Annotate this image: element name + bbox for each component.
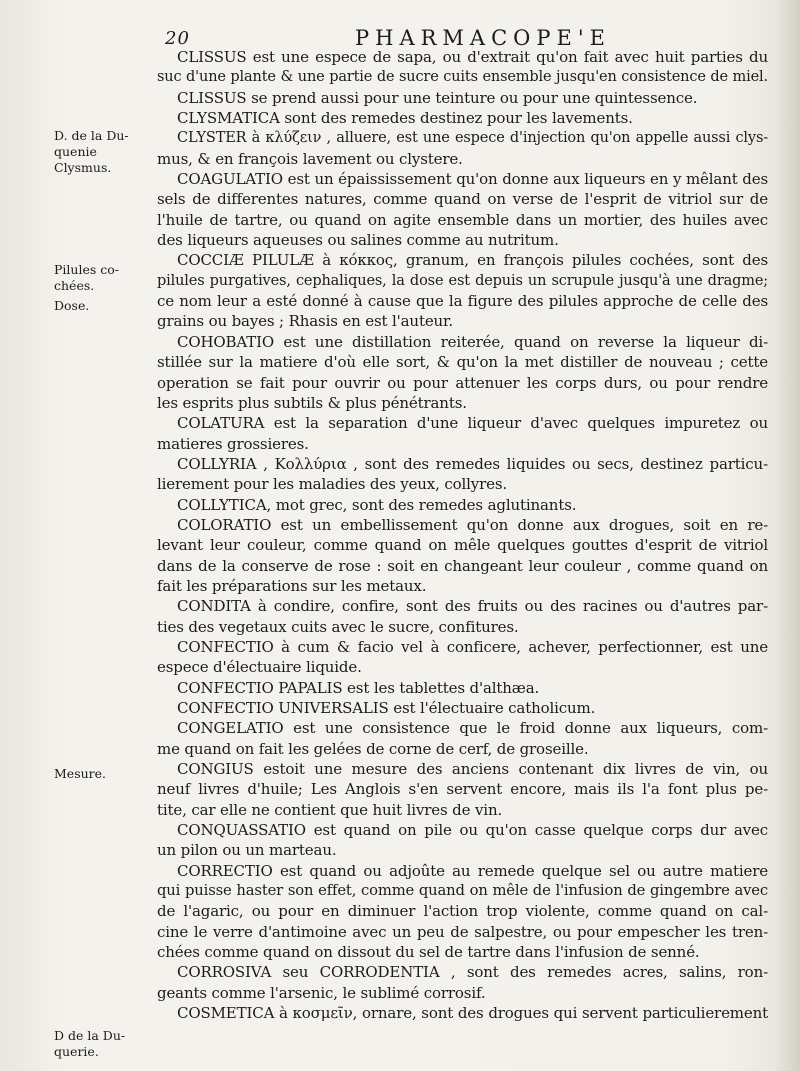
- text-line: tite, car elle ne contient que huit livres de vin.: [157, 800, 503, 819]
- text-line: CONGIUS estoit une mesure des anciens contenant dix livres de vin, ou: [177, 760, 768, 779]
- text-line: grains ou bayes ; Rhasis en est l'auteur.: [157, 312, 454, 331]
- text-line: lierement pour les maladies des yeux, collyres.: [157, 475, 508, 494]
- margin-note-pilules-1: Pilules co-: [54, 262, 119, 277]
- margin-note-duquerie-1: D de la Du-: [54, 1028, 126, 1043]
- text-line: espece d'électuaire liquide.: [157, 658, 362, 677]
- text-line: CLYSTER à κλύζειν , alluere, est une espece d'injection qu'on appelle aussi clys-: [177, 130, 768, 147]
- text-line: dans de la conserve de rose : soit en changeant leur couleur , comme quand on: [157, 556, 768, 575]
- text-line: COAGULATIO est un épaississement qu'on donne aux liqueurs en y mêlant des: [177, 170, 768, 189]
- text-line: CONQUASSATIO est quand on pile ou qu'on casse quelque corps dur avec: [177, 821, 768, 840]
- text-line: COLORATIO est un embellissement qu'on donne aux drogues, soit en re-: [177, 515, 768, 534]
- text-line: un pilon ou un marteau.: [157, 841, 337, 860]
- text-line: qui puisse haster son effet, comme quand on mêle de l'infusion de gingembre avec: [157, 882, 768, 900]
- text-line: neuf livres d'huile; Les Anglois s'en servent encore, mais ils l'a font plus pe-: [157, 780, 768, 799]
- margin-note-mesure: Mesure.: [54, 766, 107, 781]
- text-line: COLATURA est la separation d'une liqueur d'avec quelques impuretez ou: [177, 414, 768, 433]
- text-line: suc d'une plante & une partie de sucre cuits ensemble jusqu'en consistence de miel.: [157, 69, 768, 86]
- page-number: 20: [165, 28, 190, 49]
- text-line: CONDITA à condire, confire, sont des fruits ou des racines ou d'autres par-: [177, 597, 768, 616]
- text-line: COCCIÆ PILULÆ à κόκκος, granum, en françois pilules cochées, sont des: [177, 251, 768, 270]
- text-line: fait les préparations sur les metaux.: [157, 576, 427, 595]
- text-line: CORROSIVA seu CORRODENTIA , sont des remedes acres, salins, ron-: [177, 963, 768, 982]
- text-line: l'huile de tartre, ou quand on agite ensemble dans un mortier, des huiles avec: [157, 210, 768, 229]
- text-line: COLLYTICA, mot grec, sont des remedes aglutinants.: [177, 495, 577, 514]
- text-line: sels de differentes natures, comme quand on verse de l'esprit de vitriol sur de: [157, 190, 768, 209]
- text-line: mus, & en françois lavement ou clystere.: [157, 149, 463, 168]
- body-text: [157, 47, 768, 1024]
- page-edge-shadow: [774, 0, 800, 1071]
- margin-note-duquenie-1: D. de la Du-: [54, 128, 129, 143]
- text-line: CONGELATIO est une consistence que le froid donne aux liqueurs, com-: [177, 719, 768, 738]
- text-line: geants comme l'arsenic, le sublimé corrosif.: [157, 983, 486, 1002]
- text-line: de l'agaric, ou pour en diminuer l'action trop violente, comme quand on cal-: [157, 902, 768, 921]
- text-line: CORRECTIO est quand ou adjoûte au remede quelque sel ou autre matiere: [177, 861, 768, 880]
- text-line: operation se fait pour ouvrir ou pour attenuer les corps durs, ou pour rendre: [157, 373, 768, 392]
- margin-note-duquenie-2: quenie: [54, 144, 97, 159]
- text-line: stillée sur la matiere d'où elle sort, & qu'on la met distiller de nouveau ; cette: [157, 353, 768, 372]
- margin-note-dose: Dose.: [54, 298, 90, 313]
- margin-note-pilules-2: chées.: [54, 278, 95, 293]
- margin-note-clysmus: Clysmus.: [54, 160, 112, 175]
- text-line: ce nom leur a esté donné à cause que la figure des pilules approche de celle des: [157, 292, 768, 311]
- text-line: les esprits plus subtils & plus pénétrants.: [157, 393, 467, 412]
- text-line: ties des vegetaux cuits avec le sucre, confitures.: [157, 617, 519, 636]
- margin-note-duquerie-2: querie.: [54, 1044, 99, 1059]
- text-line: CLISSUS se prend aussi pour une teinture ou pour une quintessence.: [177, 88, 698, 107]
- text-line: chées comme quand on dissout du sel de tartre dans l'infusion de senné.: [157, 943, 700, 962]
- text-line: pilules purgatives, cephaliques, la dose est depuis un scrupule jusqu'à une dragme;: [157, 272, 768, 289]
- text-line: me quand on fait les gelées de corne de cerf, de groseille.: [157, 739, 589, 758]
- text-line: COSMETICA à κοσμεῖν, ornare, sont des drogues qui servent particulierement: [177, 1004, 768, 1023]
- text-line: cine le verre d'antimoine avec un peu de salpestre, ou pour empescher les tren-: [157, 922, 768, 941]
- text-line: CONFECTIO PAPALIS est les tablettes d'althæa.: [177, 678, 540, 697]
- text-line: COHOBATIO est une distillation reiterée, quand on reverse la liqueur di-: [177, 332, 768, 351]
- text-line: CLYSMATICA sont des remedes destinez pour les lavements.: [177, 109, 633, 128]
- text-line: CLISSUS est une espece de sapa, ou d'extrait qu'on fait avec huit parties du: [177, 48, 768, 66]
- text-line: CONFECTIO à cum & facio vel à conficere, achever, perfectionner, est une: [177, 637, 768, 656]
- text-line: levant leur couleur, comme quand on mêle quelques gouttes d'esprit de vitriol: [157, 536, 768, 555]
- text-line: des liqueurs aqueuses ou salines comme au nutritum.: [157, 231, 559, 250]
- text-line: matieres grossieres.: [157, 434, 309, 453]
- text-line: CONFECTIO UNIVERSALIS est l'électuaire catholicum.: [177, 699, 596, 717]
- text-line: COLLYRIA , Κολλύρια , sont des remedes liquides ou secs, destinez particu-: [177, 454, 768, 473]
- running-title: PHARMACOPE'E: [355, 26, 611, 50]
